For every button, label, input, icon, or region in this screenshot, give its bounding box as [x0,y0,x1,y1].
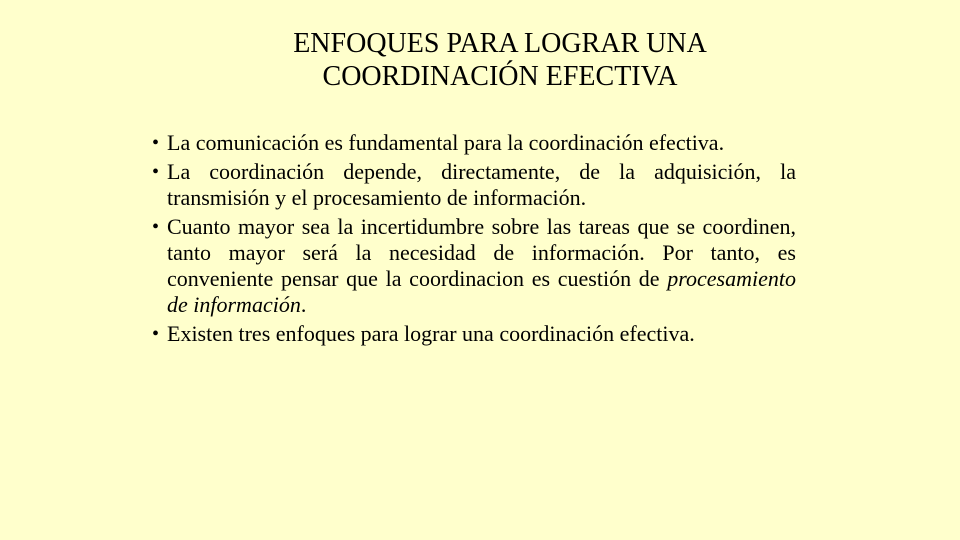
slide-title-line-1: ENFOQUES PARA LOGRAR UNA [293,28,707,59]
bullet-item-information-processing [150,159,796,211]
bullet-emphasis-text: procesamiento de información [167,266,796,317]
bullet-point-icon: • [152,132,160,154]
bullet-text: La coordinación depende, directamente, de la adquisición, la transmisión y el procesamiento de información. [167,159,796,210]
bullet-text: La comunicación es fundamental para la coordinación efectiva. [167,130,725,155]
bullet-text: Existen tres enfoques para lograr una coordinación efectiva. [167,321,695,346]
bullet-list [150,130,796,350]
bullet-item-three-approaches [150,321,796,347]
bullet-point-icon: • [152,323,160,345]
bullet-point-icon: • [152,161,160,183]
bullet-point-icon: • [152,216,160,238]
slide-title-line-2: COORDINACIÓN EFECTIVA [322,61,678,92]
bullet-text-after-emphasis: . [300,292,307,317]
bullet-text-before-emphasis: Cuanto mayor sea la incertidumbre sobre las tareas que se coordinen, tanto mayor será la necesidad de información. Por tanto, es conveniente pensar que la coordinacion es cuestión de [167,214,796,291]
slide-title [190,27,810,93]
bullet-item-uncertainty [150,214,796,318]
bullet-item-communication [150,130,796,156]
